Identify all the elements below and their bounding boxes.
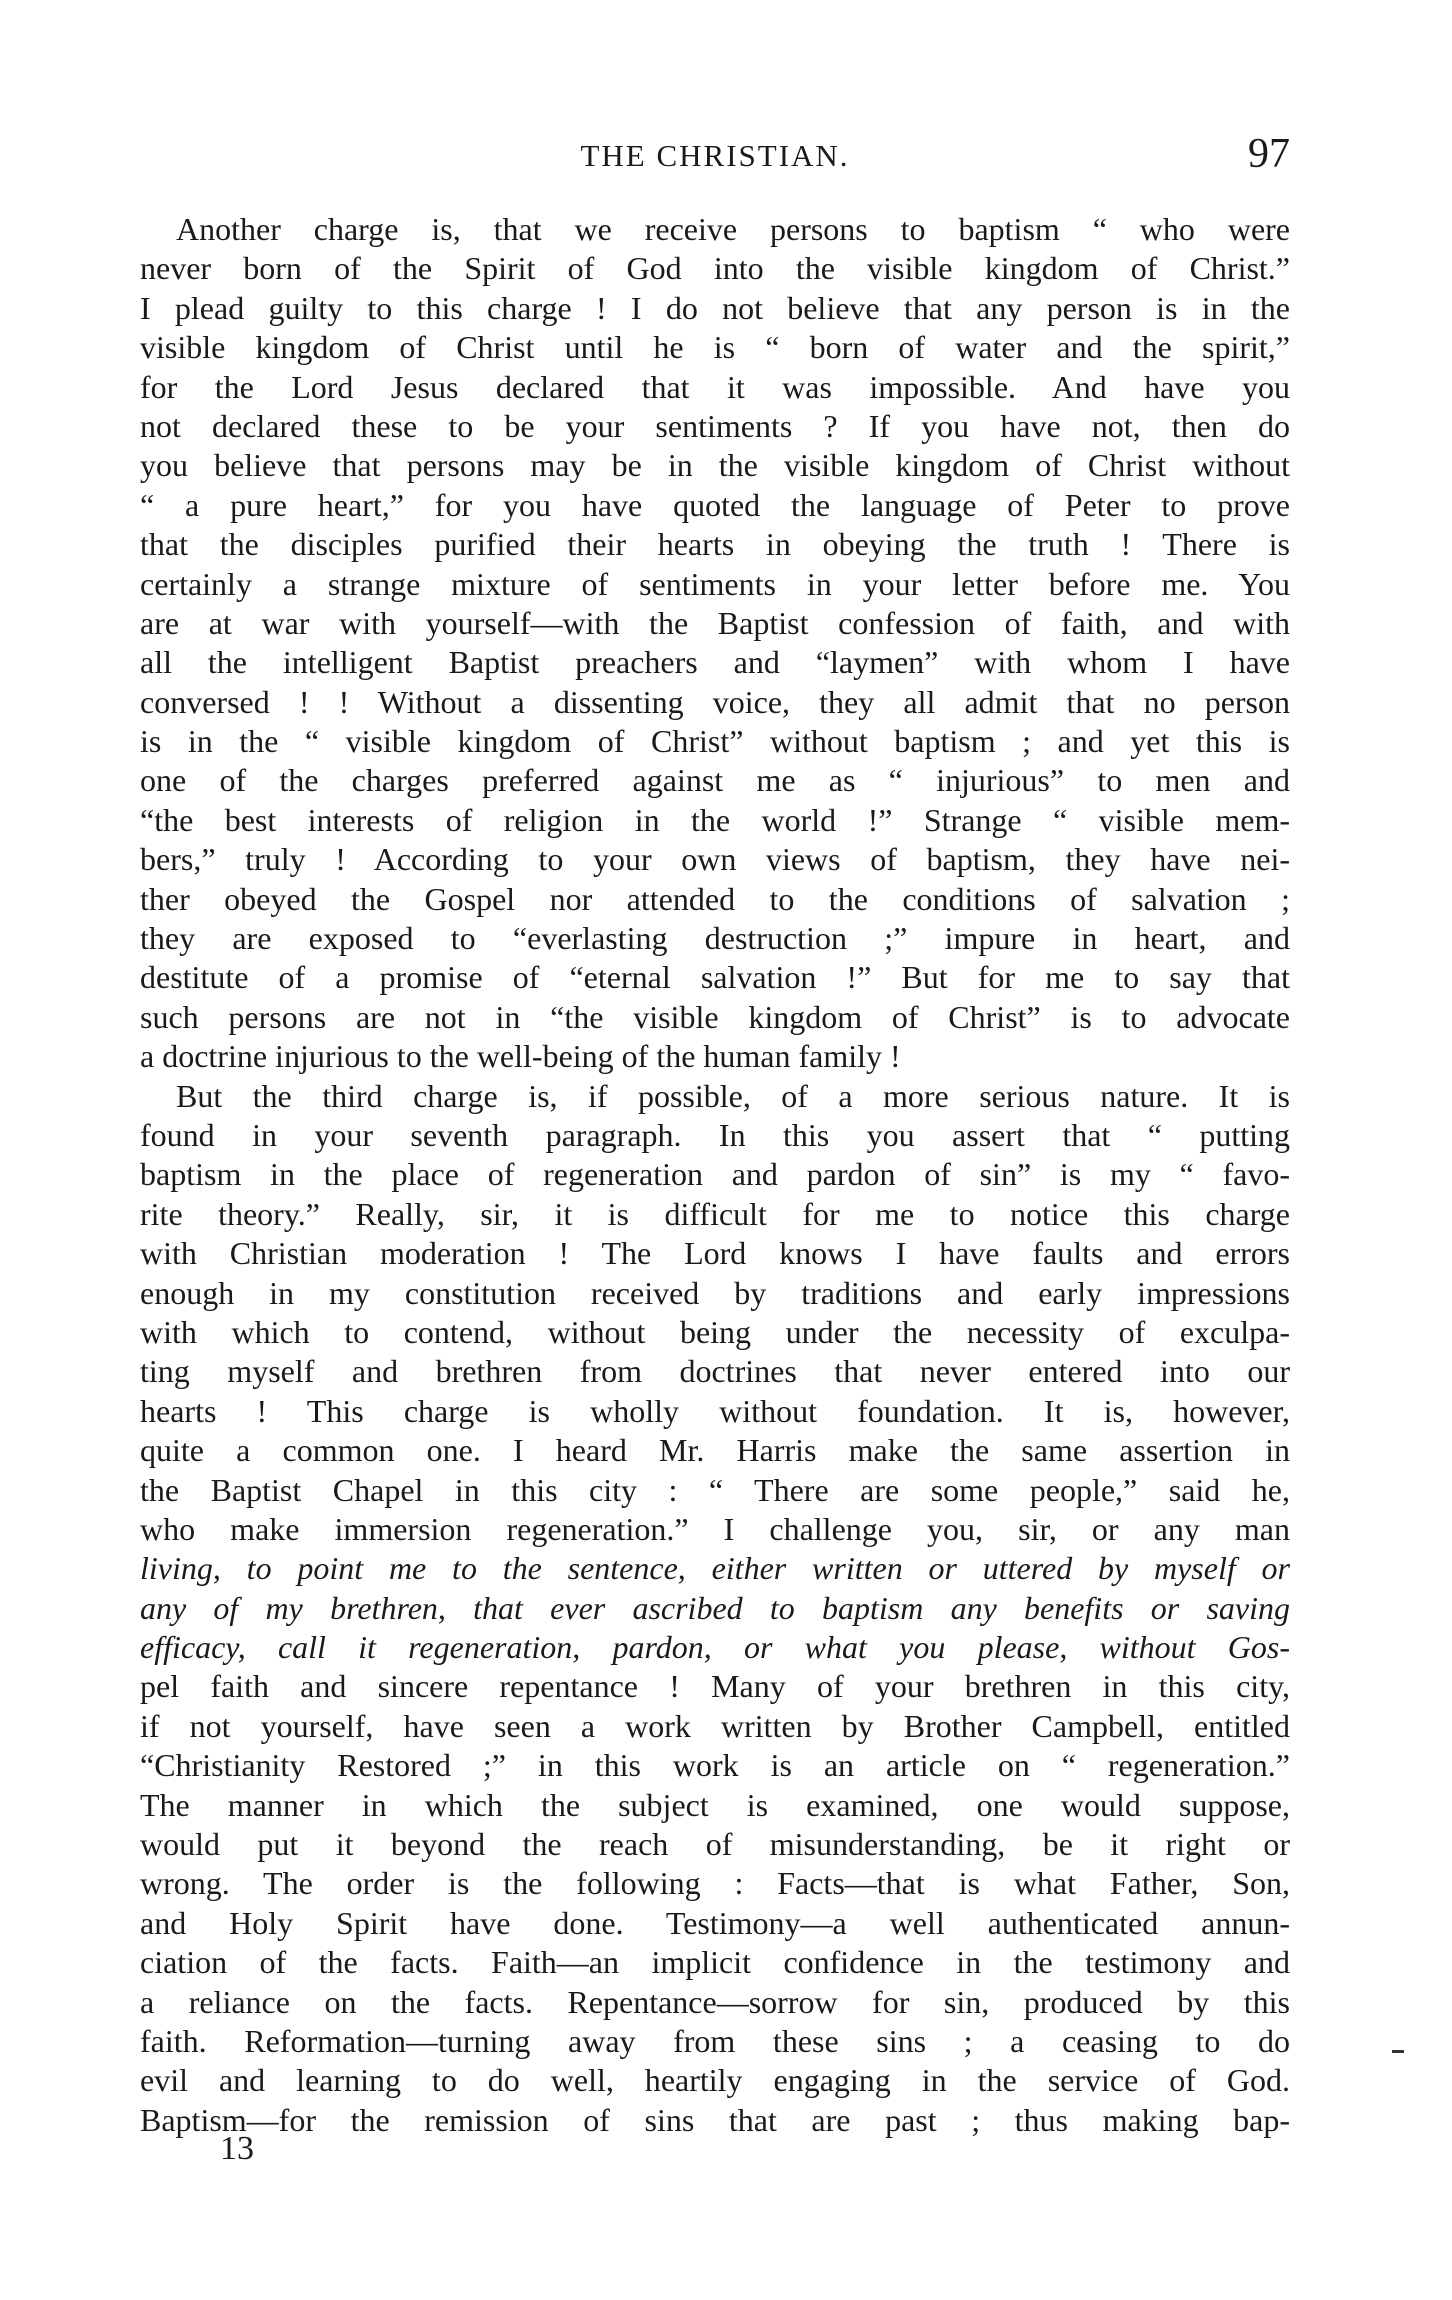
text-line: never born of the Spirit of God into the visible kingdom of Christ.” — [140, 250, 1290, 287]
text-line: with which to contend, without being under the necessity of exculpa- — [140, 1313, 1290, 1350]
margin-mark — [1392, 2050, 1404, 2053]
text-line: they are exposed to “everlasting destruction ;” impure in heart, and — [140, 920, 1290, 957]
text-line: conversed ! ! Without a dissenting voice, they all admit that no person — [140, 683, 1290, 720]
text-line: wrong. The order is the following : Facts—that is what Father, Son, — [140, 1865, 1290, 1902]
page-number: 97 — [1248, 131, 1290, 177]
text-line: any of my brethren, that ever ascribed to baptism any benefits or saving — [140, 1589, 1290, 1626]
page-header — [140, 130, 1290, 190]
text-line: ciation of the facts. Faith—an implicit confidence in the testimony and — [140, 1944, 1290, 1981]
text-line: for the Lord Jesus declared that it was impossible. And have you — [140, 368, 1290, 405]
text-line: such persons are not in “the visible kingdom of Christ” is to advocate — [140, 998, 1290, 1035]
text-line: Another charge is, that we receive persons to baptism “ who were — [176, 211, 1290, 247]
text-line: is in the “ visible kingdom of Christ” without baptism ; and yet this is — [140, 723, 1290, 760]
text-line: faith. Reformation—turning away from these sins ; a ceasing to do — [140, 2022, 1290, 2059]
text-line: efficacy, call it regeneration, pardon, or what you please, without Gos- — [140, 1629, 1290, 1666]
text-line: “Christianity Restored ;” in this work is an article on “ regeneration.” — [140, 1747, 1290, 1784]
text-line: baptism in the place of regeneration and pardon of sin” is my “ favo- — [140, 1156, 1290, 1193]
text-line: I plead guilty to this charge ! I do not believe that any person is in the — [140, 289, 1290, 326]
text-line: Baptism—for the remission of sins that are past ; thus making bap- — [140, 2101, 1290, 2138]
body-text — [140, 210, 1290, 2140]
text-line: ting myself and brethren from doctrines that never entered into our — [140, 1353, 1290, 1390]
text-line: a reliance on the facts. Repentance—sorrow for sin, produced by this — [140, 1983, 1290, 2020]
text-line: all the intelligent Baptist preachers and “laymen” with whom I have — [140, 644, 1290, 681]
running-head: THE CHRISTIAN. — [580, 138, 850, 173]
text-line: evil and learning to do well, heartily engaging in the service of God. — [140, 2062, 1290, 2099]
text-line: enough in my constitution received by traditions and early impressions — [140, 1274, 1290, 1311]
text-line: visible kingdom of Christ until he is “ born of water and the spirit,” — [140, 329, 1290, 366]
text-line: bers,” truly ! According to your own views of baptism, they have nei- — [140, 841, 1290, 878]
text-line: would put it beyond the reach of misunderstanding, be it right or — [140, 1826, 1290, 1863]
text-line: quite a common one. I heard Mr. Harris make the same assertion in — [140, 1432, 1290, 1469]
text-line: and Holy Spirit have done. Testimony—a well authenticated annun- — [140, 1904, 1290, 1941]
text-line: are at war with yourself—with the Baptist confession of faith, and with — [140, 604, 1290, 641]
text-line: ther obeyed the Gospel nor attended to the conditions of salvation ; — [140, 880, 1290, 917]
text-line: one of the charges preferred against me as “ injurious” to men and — [140, 762, 1290, 799]
text-line: that the disciples purified their hearts in obeying the truth ! There is — [140, 526, 1290, 563]
text-line: certainly a strange mixture of sentiments in your letter before me. You — [140, 565, 1290, 602]
text-line: “the best interests of religion in the world !” Strange “ visible mem- — [140, 801, 1290, 838]
text-line: hearts ! This charge is wholly without foundation. It is, however, — [140, 1392, 1290, 1429]
text-line: destitute of a promise of “eternal salvation !” But for me to say that — [140, 959, 1290, 996]
text-line: who make immersion regeneration.” I challenge you, sir, or any man — [140, 1510, 1290, 1547]
text-line: living, to point me to the sentence, either written or uttered by myself or — [140, 1550, 1290, 1587]
text-line: found in your seventh paragraph. In this you assert that “ putting — [140, 1116, 1290, 1153]
text-line: “ a pure heart,” for you have quoted the language of Peter to prove — [140, 486, 1290, 523]
text-line: you believe that persons may be in the visible kingdom of Christ without — [140, 447, 1290, 484]
text-line: the Baptist Chapel in this city : “ There are some people,” said he, — [140, 1471, 1290, 1508]
text-line: not declared these to be your sentiments ? If you have not, then do — [140, 407, 1290, 444]
text-line: a doctrine injurious to the well-being of the human family ! — [140, 1038, 901, 1075]
text-line: The manner in which the subject is examined, one would suppose, — [140, 1786, 1290, 1823]
text-line: if not yourself, have seen a work written by Brother Campbell, entitled — [140, 1707, 1290, 1744]
text-line: pel faith and sincere repentance ! Many of your brethren in this city, — [140, 1668, 1290, 1705]
text-line: with Christian moderation ! The Lord knows I have faults and errors — [140, 1235, 1290, 1272]
signature-mark: 13 — [220, 2130, 254, 2167]
text-line: But the third charge is, if possible, of a more serious nature. It is — [176, 1077, 1290, 1114]
text-line: rite theory.” Really, sir, it is difficult for me to notice this charge — [140, 1195, 1290, 1232]
